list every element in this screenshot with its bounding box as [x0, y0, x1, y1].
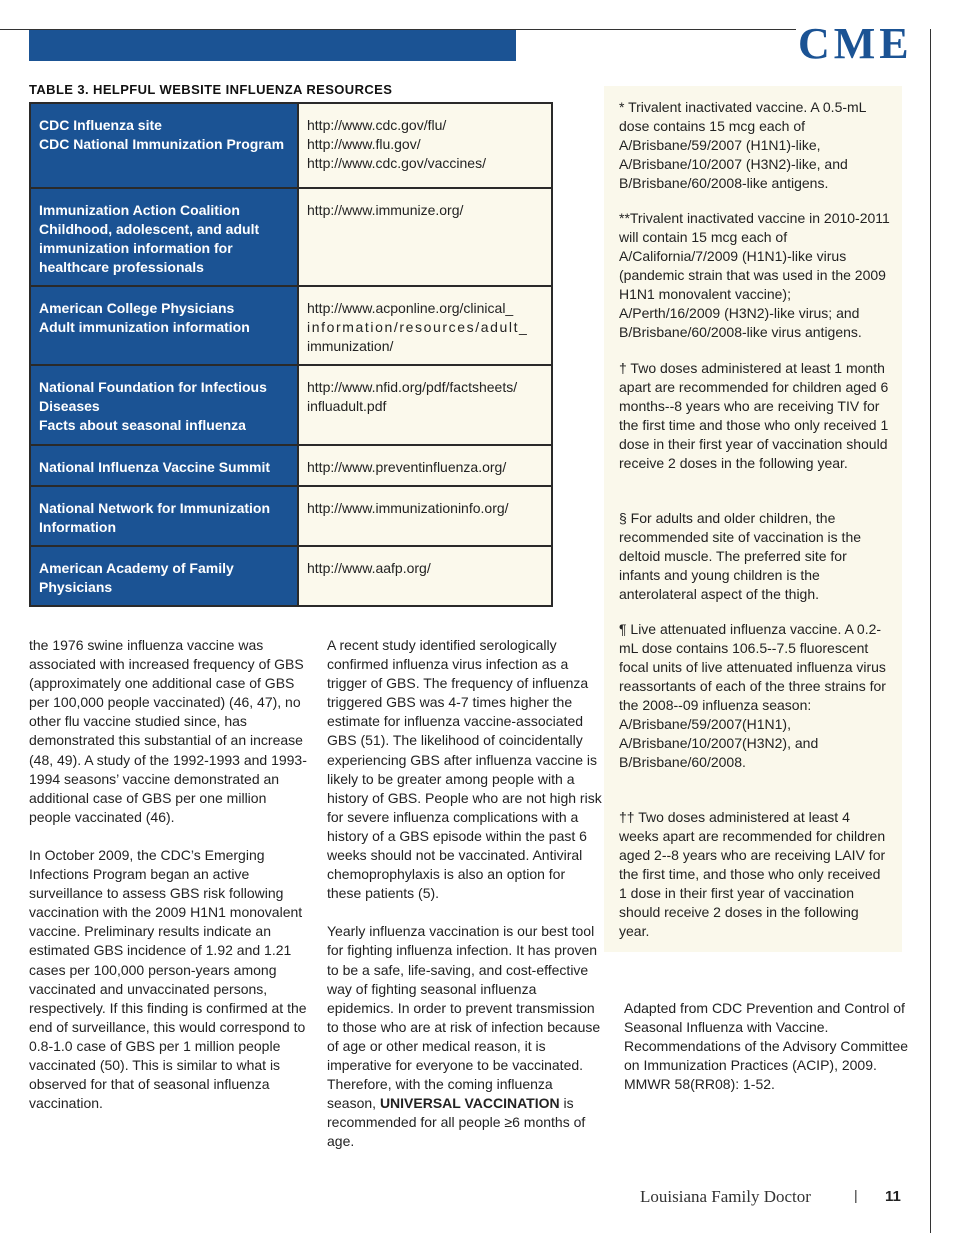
- url-link[interactable]: http://www.immunize.org/: [307, 202, 464, 218]
- org-line: Facts about seasonal influenza: [39, 417, 246, 433]
- org-line: National Foundation for Infectious Diseases: [39, 379, 267, 414]
- org-cell: [30, 546, 298, 606]
- table-title: TABLE 3. HELPFUL WEBSITE INFLUENZA RESOURCES: [29, 82, 393, 97]
- org-cell: [30, 286, 298, 365]
- table-row: [30, 486, 552, 546]
- org-cell: [30, 445, 298, 486]
- url-link[interactable]: http://www.aafp.org/: [307, 560, 431, 576]
- source-citation: Adapted from CDC Prevention and Control of Seasonal Influenza with Vaccine. Recommendations of the Advisory Committee on Immunization Practices (ACIP), 2009. MMWR 58(RR08): 1-52.: [624, 1000, 909, 1092]
- body-column-middle: [327, 636, 603, 1170]
- url-cell: [298, 103, 552, 188]
- url-cell: [298, 188, 552, 286]
- url-link[interactable]: http://www.acponline.org/clinical_: [307, 300, 514, 316]
- org-cell: [30, 188, 298, 286]
- page-number: 11: [885, 1188, 901, 1205]
- org-line: Immunization Action Coalition: [39, 202, 240, 218]
- org-line: Adult immunization information: [39, 319, 250, 335]
- paragraph-text: is recommended for all people ≥6 months of age.: [327, 1095, 586, 1150]
- right-margin-rule: [930, 29, 931, 1233]
- org-line: Childhood, adolescent, and adult immunization information for healthcare professionals: [39, 221, 260, 275]
- url-link[interactable]: http://www.preventinfluenza.org/: [307, 459, 507, 475]
- footnote-two-doses-tiv: † Two doses administered at least 1 month apart are recommended for children aged 6 months--8 years who are receiving TIV for the first time and those who only received 1 dose in their first year of vaccination should receive 2 doses in the following year.: [619, 360, 889, 471]
- org-line: American College Physicians: [39, 300, 235, 316]
- footnote-vaccination-site: § For adults and older children, the recommended site of vaccination is the deltoid muscle. The preferred site for infants and young children is the anterolateral aspect of the thigh.: [619, 510, 862, 602]
- org-cell: [30, 103, 298, 188]
- url-link[interactable]: information/resources/adult_: [307, 319, 529, 335]
- footnote-tiv-2010: **Trivalent inactivated vaccine in 2010-2011 will contain 15 mcg each of A/California/7/2009 (H1N1)-like virus (pandemic strain that was used in the 2009 H1N1 monovalent vaccine); A/Perth/16/2009 (H3N2)-like virus; and B/Brisbane/60/2008-like virus antigens.: [619, 210, 890, 340]
- org-cell: [30, 486, 298, 546]
- table-row: [30, 188, 552, 286]
- url-cell: [298, 486, 552, 546]
- table-row: [30, 286, 552, 365]
- url-cell: [298, 365, 552, 445]
- footnote-laiv: ¶ Live attenuated influenza vaccine. A 0.2-mL dose contains 106.5--7.5 fluorescent focal units of live attenuated influenza virus reassortants of each of the three strains for the 2008--09 influenza season: A/Brisbane/59/2007(H1N1), A/Brisbane/10/2007(H3N2), and B/Brisbane/60/2008.: [619, 621, 886, 770]
- url-cell: [298, 445, 552, 486]
- journal-title: Louisiana Family Doctor: [640, 1187, 811, 1206]
- resources-table: [29, 102, 553, 607]
- url-link[interactable]: http://www.cdc.gov/flu/: [307, 117, 447, 133]
- table-row: [30, 445, 552, 486]
- paragraph: In October 2009, the CDC’s Emerging Infections Program began an active surveillance to assess GBS risk following vaccination with the 2009 H1N1 monovalent vaccine. Preliminary results indicate an estimated GBS incidence of 1.92 and 1.21 cases per 100,000 person-years among vaccinated and unvaccinated persons, respectively. If this finding is confirmed at the end of surveillance, this would correspond to 0.8-1.0 case of GBS per 1 million people vaccinated (50). This is similar to what is observed for that of seasonal influenza vaccination.: [29, 846, 307, 1112]
- url-link[interactable]: http://www.nfid.org/pdf/factsheets/: [307, 379, 518, 395]
- footnote-tiv: * Trivalent inactivated vaccine. A 0.5-mL dose contains 15 mcg each of A/Brisbane/59/2007 (H1N1)-like, A/Brisbane/10/2007 (H3N2)-like, and B/Brisbane/60/2008-like antigens.: [619, 99, 866, 191]
- paragraph: [327, 922, 603, 1151]
- org-cell: [30, 365, 298, 445]
- url-cell: [298, 546, 552, 606]
- org-line: National Influenza Vaccine Summit: [39, 459, 271, 475]
- footnote-two-doses-laiv: †† Two doses administered at least 4 weeks apart are recommended for children aged 2--8 years who are receiving LAIV for the first time, and those who only received 1 dose in their first year of vaccination should receive 2 doses in the following year.: [619, 809, 886, 939]
- paragraph: A recent study identified serologically confirmed influenza virus infection as a trigger of GBS. The frequency of influenza triggered GBS was 4-7 times higher the estimate for influenza vaccine-associated GBS (51). The likelihood of coincidentally experiencing GBS after influenza vaccine is likely to be greater among people with a history of GBS. People who are not high risk for severe influenza complications with a history of a GBS episode within the past 6 weeks should not be vaccinated. Antiviral chemoprophylaxis is also an option for these patients (5).: [327, 637, 602, 902]
- table-row: [30, 365, 552, 445]
- cme-logo-text: CME: [798, 27, 913, 63]
- url-link[interactable]: http://www.immunizationinfo.org/: [307, 500, 509, 516]
- url-link[interactable]: influadult.pdf: [307, 398, 387, 414]
- org-line: CDC Influenza site: [39, 117, 162, 133]
- org-line: American Academy of Family Physicians: [39, 560, 234, 595]
- footer-separator: |: [854, 1187, 858, 1203]
- table-row: [30, 103, 552, 188]
- paragraph-text: Yearly influenza vaccination is our best tool for fighting influenza infection. It has proven to be a safe, life-saving, and cost-effective way of fighting seasonal influenza epidemics. In order to prevent transmission to those who are at risk of infection because of age or other medical reason, it is imperative for everyone to be vaccinated. Therefore, with the coming influenza season,: [327, 923, 601, 1112]
- universal-vaccination-emphasis: UNIVERSAL VACCINATION: [379, 1095, 560, 1112]
- url-cell: [298, 286, 552, 365]
- org-line: National Network for Immunization Information: [39, 500, 271, 535]
- url-link[interactable]: immunization/: [307, 338, 394, 354]
- header-bar: [29, 30, 516, 61]
- body-column-left: [29, 636, 307, 1132]
- url-link[interactable]: http://www.flu.gov/: [307, 136, 421, 152]
- url-link[interactable]: http://www.cdc.gov/vaccines/: [307, 155, 486, 171]
- table-row: [30, 546, 552, 606]
- paragraph: the 1976 swine influenza vaccine was associated with increased frequency of GBS (approximately one additional case of GBS per 100,000 people vaccinated) (46, 47), no other flu vaccine studied since, has demonstrated this substantial of an increase (48, 49). A study of the 1992-1993 and 1993-1994 seasons’ vaccine demonstrated an additional case of GBS per one million people vaccinated (46).: [29, 637, 307, 825]
- org-line: CDC National Immunization Program: [39, 136, 285, 152]
- cme-logo: [796, 27, 930, 63]
